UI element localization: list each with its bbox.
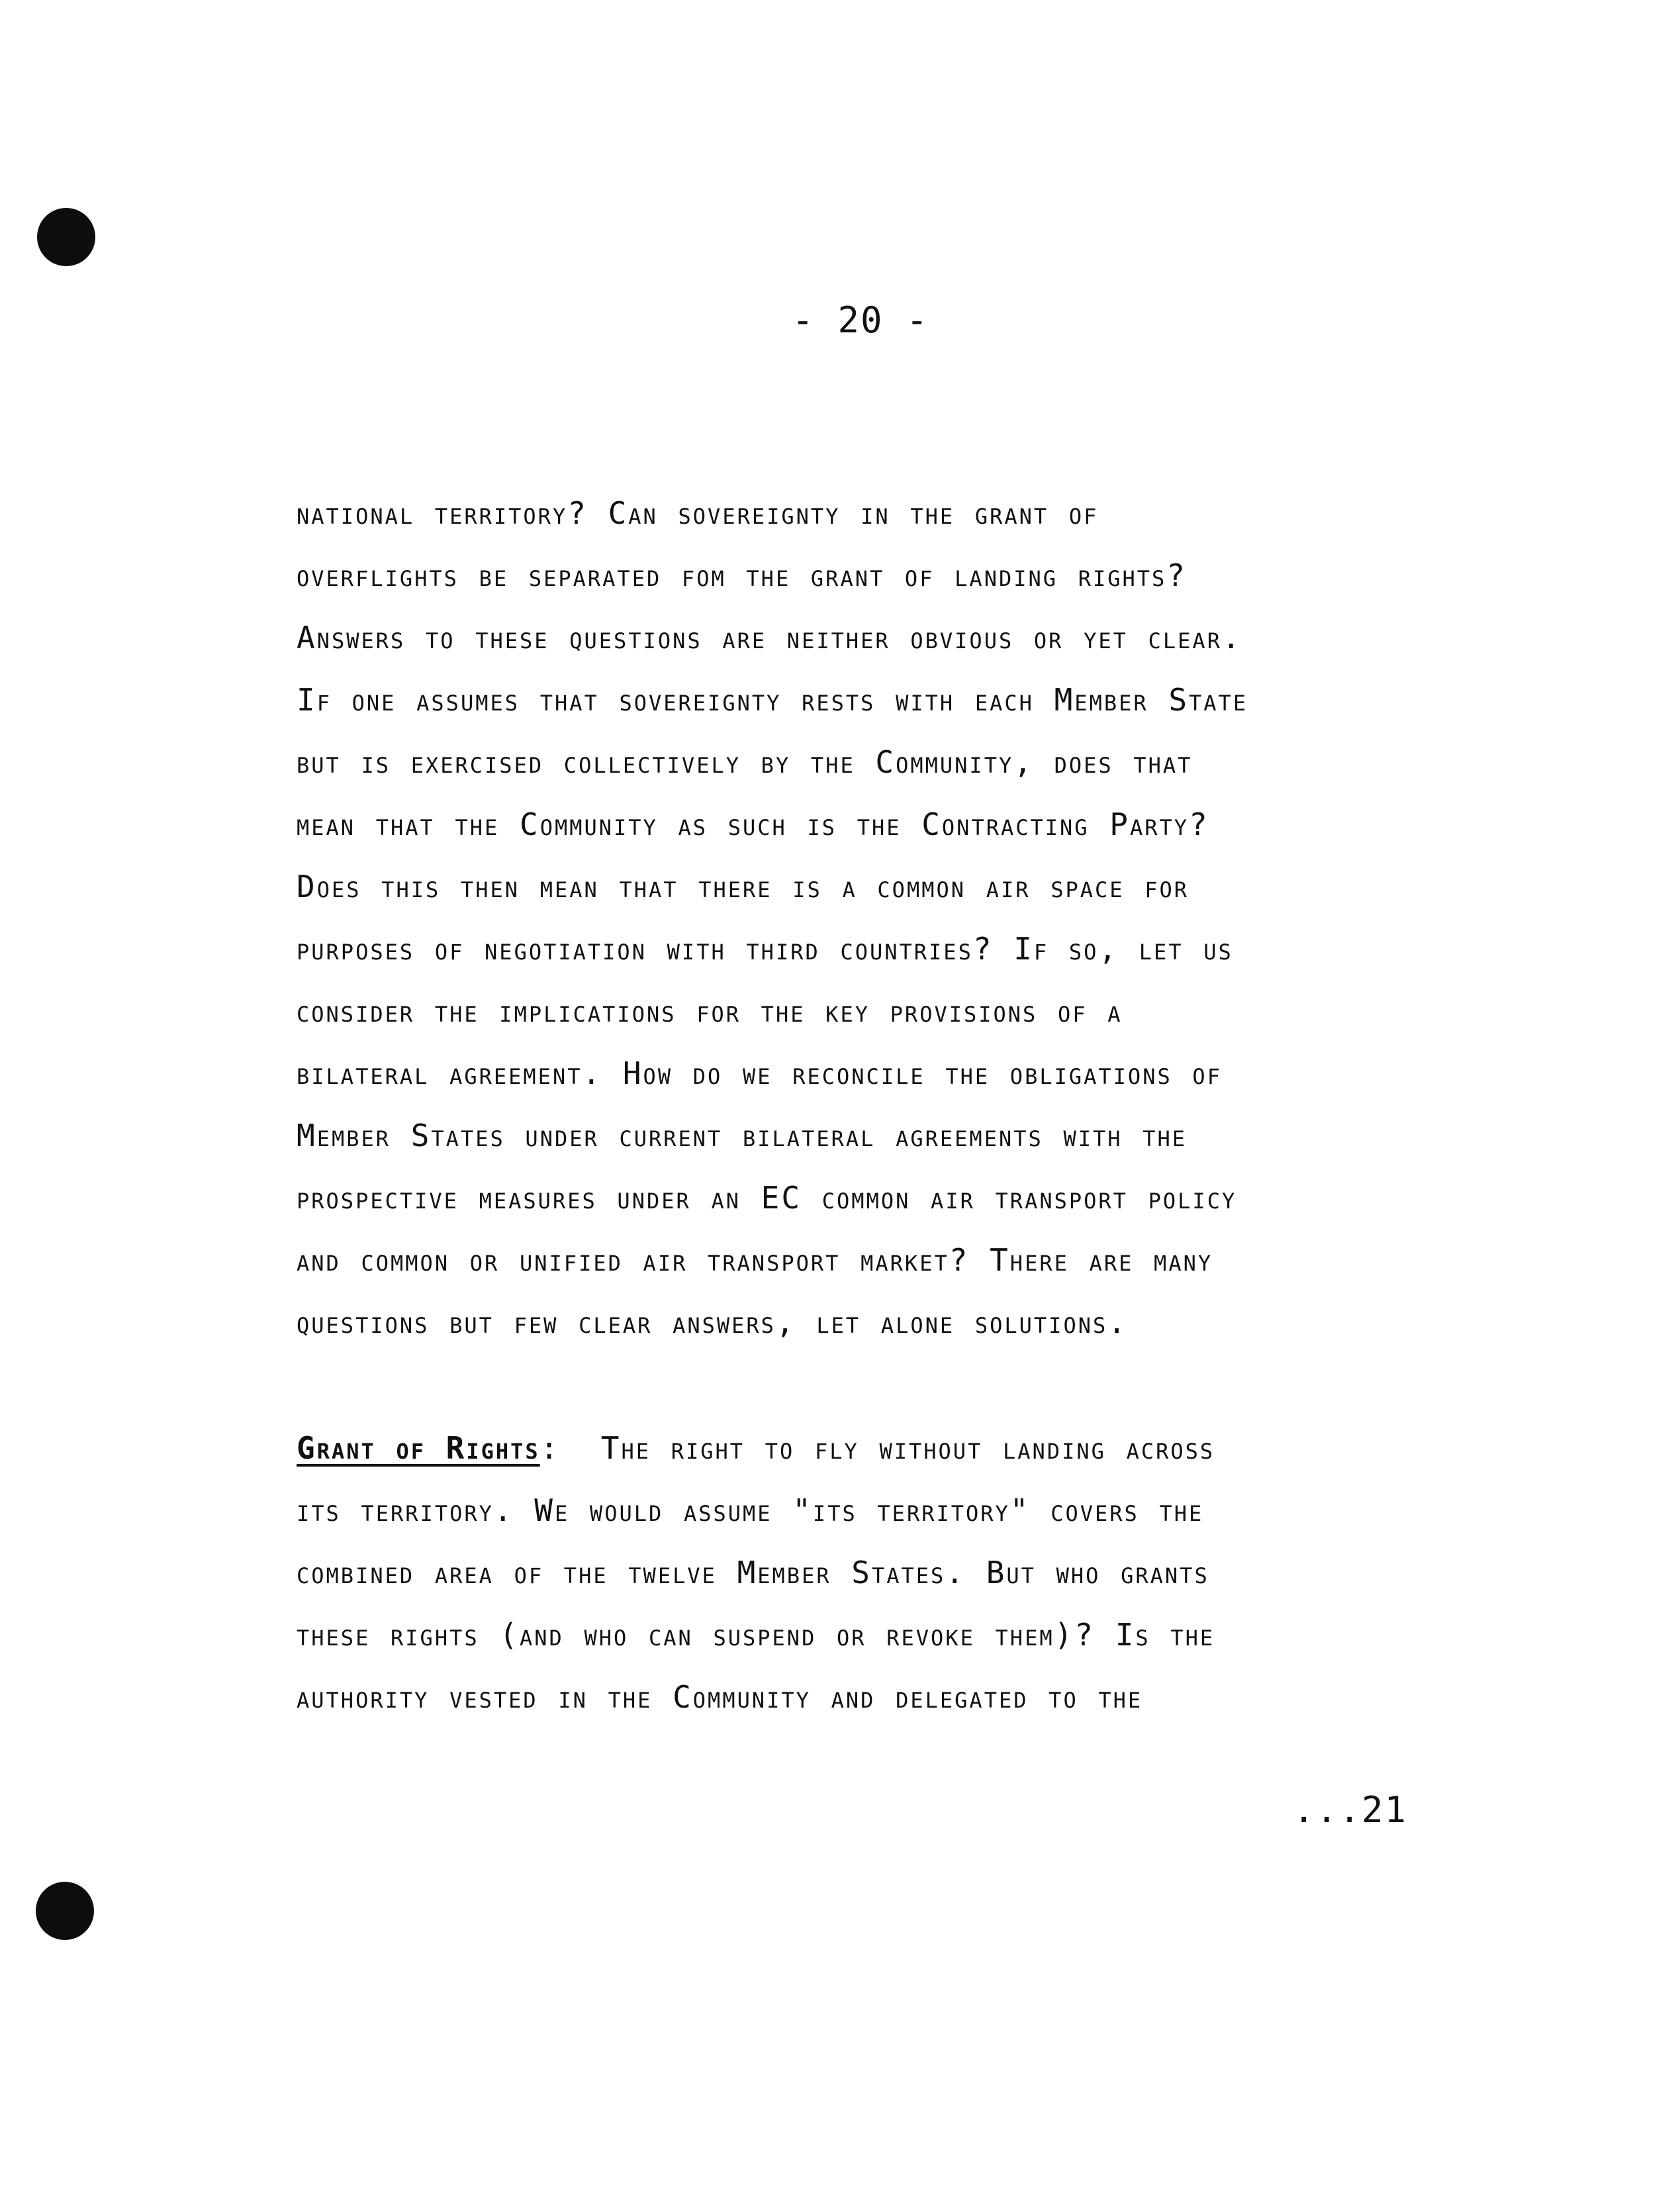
- text-line: mean that the Community as such is the Contracting Party?: [297, 806, 1209, 842]
- heading-colon: :: [539, 1430, 601, 1466]
- punch-hole-bottom: [36, 1882, 94, 1940]
- page-number: - 20 -: [792, 299, 929, 341]
- punch-hole-top: [37, 208, 95, 266]
- text-line: but is exercised collectively by the Community, does that: [297, 744, 1193, 780]
- text-line: Member States under current bilateral agreements with the: [297, 1118, 1187, 1153]
- text-line: questions but few clear answers, let alone solutions.: [297, 1304, 1128, 1340]
- text-line: purposes of negotiation with third countries? If so, let us: [297, 931, 1233, 967]
- text-line: Answers to these questions are neither obvious or yet clear.: [297, 620, 1242, 656]
- paragraph-sovereignty: [297, 482, 1422, 1353]
- text-line: Does this then mean that there is a common air space for: [297, 869, 1190, 904]
- text-line: consider the implications for the key provisions of a: [297, 993, 1123, 1029]
- continuation-marker: ...21: [1293, 1789, 1407, 1831]
- text-line: its territory. We would assume "its territory" covers the: [297, 1492, 1204, 1528]
- text-line: and common or unified air transport market? There are many: [297, 1242, 1213, 1278]
- section-heading: Grant of Rights: [297, 1430, 540, 1466]
- text-line-rest: The right to fly without landing across: [600, 1430, 1215, 1466]
- paragraph-grant-of-rights: [297, 1417, 1422, 1728]
- text-line: these rights (and who can suspend or revoke them)? Is the: [297, 1617, 1215, 1653]
- text-line: If one assumes that sovereignty rests with each Member State: [297, 682, 1248, 718]
- text-line: prospective measures under an EC common air transport policy: [297, 1180, 1237, 1216]
- text-line: authority vested in the Community and delegated to the: [297, 1679, 1143, 1715]
- text-line: overflights be separated fom the grant of landing rights?: [297, 558, 1187, 593]
- text-line: combined area of the twelve Member States. But who grants: [297, 1555, 1209, 1590]
- text-line: national territory? Can sovereignty in the grant of: [297, 495, 1099, 531]
- text-line: bilateral agreement. How do we reconcile the obligations of: [297, 1055, 1222, 1091]
- text-line-first: [297, 1417, 1422, 1479]
